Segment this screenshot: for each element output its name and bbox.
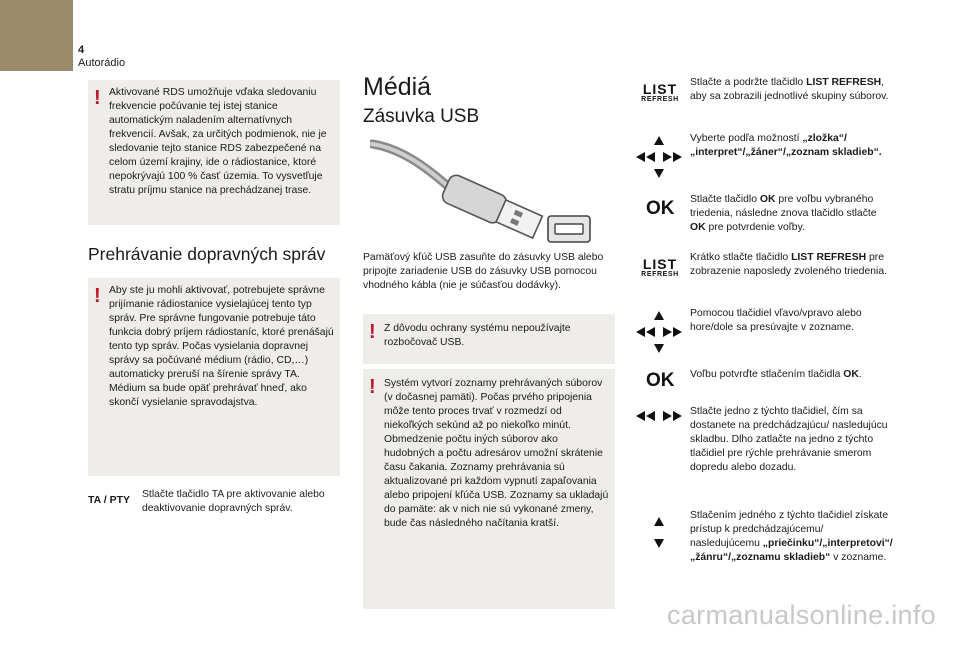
- ta-text: Stlačte tlačidlo TA pre aktivovanie alebo deaktivovanie dopravných správ.: [142, 489, 325, 514]
- step-select-sort: [690, 132, 895, 160]
- traffic-note: [88, 278, 340, 476]
- hub-note: [363, 314, 615, 364]
- list-refresh-icon: [634, 82, 686, 103]
- warning-icon: !: [94, 285, 101, 307]
- text: Stlačte a podržte tlačidlo: [690, 77, 807, 88]
- text: Voľbu potvrďte stlačením tlačidla: [690, 369, 844, 380]
- ok-button-icon: OK: [646, 198, 675, 219]
- ta-pty-button-label: TA / PTY: [88, 494, 130, 506]
- text: pre potvrdenie voľby.: [705, 222, 805, 233]
- step-navigate-list: Pomocou tlačidiel vľavo/vpravo alebo hore/dole sa presúvajte v zozname.: [690, 308, 862, 333]
- usb-key-illustration: [370, 136, 595, 246]
- media-title: Médiá: [363, 73, 432, 101]
- text: Stlačením jedného z týchto tlačidiel získate prístup k predchádzajúcemu/ nasledujúcemu: [690, 510, 889, 549]
- text: pre voľbu vybraného triedenia, následne znova tlačidlo stlačte: [690, 194, 877, 219]
- text: , aby sa zobrazili jednotlivé skupiny súborov.: [690, 77, 889, 102]
- button-name: LIST REFRESH: [806, 77, 882, 88]
- chapter-tab: [0, 0, 73, 71]
- playlist-note: [363, 369, 615, 609]
- page-number: 4: [78, 44, 85, 56]
- playlist-note-text: Systém vytvorí zoznamy prehrávaných súborov (v dočasnej pamäti). Počas prvého pripojenia môže tento proces trvať v rozmedzí od niekoľkých sekúnd až po niekoľko minút. Obmedzenie počtu iných súborov ako hudobných a počtu adresárov umožní skrátenie času čakania. Zoznamy prehrávania sú aktualizované pri každom vypnutí zapaľovania alebo pripojení kľúča USB. Zoznamy sa ukladajú do pamäte: ak v nich nie sú vykonané zmeny, bude čas následného načítania kratší.: [384, 378, 609, 529]
- text: Stlačte tlačidlo: [690, 194, 760, 205]
- folder-options: „priečinku“/„interpretovi“/„žánru“/„zoznamu skladieb“: [690, 538, 893, 563]
- step-list-refresh-hold: [690, 76, 895, 104]
- list-refresh-sublabel: REFRESH: [641, 271, 679, 278]
- step-confirm-ok: [690, 368, 895, 382]
- hub-note-text: Z dôvodu ochrany systému nepoužívajte rozbočovač USB.: [384, 323, 571, 348]
- warning-icon: !: [369, 321, 376, 343]
- usb-body: Pamäťový kľúč USB zasuňte do zásuvky USB alebo pripojte zariadenie USB do zásuvky USB pomocou vhodného kábla (nie je súčasťou dodávky).: [363, 252, 604, 291]
- text: pre zobrazenie naposledy zvoleného triedenia.: [690, 252, 887, 277]
- sort-options: „zložka“/„interpret“/„žáner“/„zoznam skladieb“.: [690, 133, 882, 158]
- warning-icon: !: [369, 376, 376, 398]
- warning-icon: !: [94, 87, 101, 109]
- text: .: [858, 369, 862, 380]
- section-title: Autorádio: [78, 57, 126, 69]
- ok-button-icon: OK: [646, 370, 675, 391]
- step-ok-confirm: [690, 193, 895, 235]
- list-refresh-icon: [634, 257, 686, 278]
- button-name: OK: [843, 369, 859, 380]
- list-refresh-sublabel: REFRESH: [641, 96, 679, 103]
- usb-subtitle: Zásuvka USB: [363, 106, 480, 127]
- text: v zozname.: [830, 552, 887, 563]
- traffic-heading: Prehrávanie dopravných správ: [88, 244, 326, 264]
- list-refresh-label: LIST: [642, 256, 678, 272]
- rds-note-text: Aktivované RDS umožňuje vďaka sledovaniu frekvencie počúvanie tej istej stanice automatickým naladením alternatívnych frekvencií. Avšak, za určitých podmienok, nie je sledovanie tejto stanice RDS zabezpečené na celom území krajiny, ide o rádiostanice, ktoré nepokrývajú 100 % časť územia. To vysvetľuje stratu príjmu stanice na prechádzanej trase.: [109, 87, 327, 196]
- four-way-arrows-icon: [636, 311, 682, 353]
- traffic-note-text: Aby ste ju mohli aktivovať, potrebujete správne prijímanie rádiostanice vysielajúcej tento typ správ. Pre správne fungovanie potrebuje táto funkcia dobrý príjem rádiostaníc, ktoré prenášajú tento typ správ. Počas vysielania dopravnej správy sa počúvané médium (rádio, CD,…) automaticky preruší na šírenie správy TA. Médium sa bude opäť prehrávať hneď, ako skončí vysielanie spravodajstva.: [109, 285, 334, 408]
- step-list-refresh-short: [690, 251, 895, 279]
- button-name: LIST REFRESH: [791, 252, 867, 263]
- text: Vyberte podľa možností: [690, 133, 803, 144]
- step-prev-next-folder: [690, 509, 895, 565]
- up-down-arrows-icon: [652, 517, 666, 549]
- watermark: carmanualsonline.info: [667, 600, 936, 630]
- list-refresh-label: LIST: [642, 81, 678, 97]
- button-name: OK: [759, 194, 776, 205]
- button-name: OK: [690, 222, 706, 233]
- four-way-arrows-icon: [636, 136, 682, 178]
- text: Krátko stlačte tlačidlo: [690, 252, 792, 263]
- rds-note: [88, 80, 340, 225]
- prev-next-arrows-icon: [636, 411, 682, 423]
- step-prev-next-track: Stlačte jedno z týchto tlačidiel, čím sa dostanete na predchádzajúcu/ nasledujúcu skladbu. Dlho zatlačte na jedno z týchto tlačidiel pre rýchle prehrávanie smerom dopredu alebo dozadu.: [690, 406, 888, 473]
